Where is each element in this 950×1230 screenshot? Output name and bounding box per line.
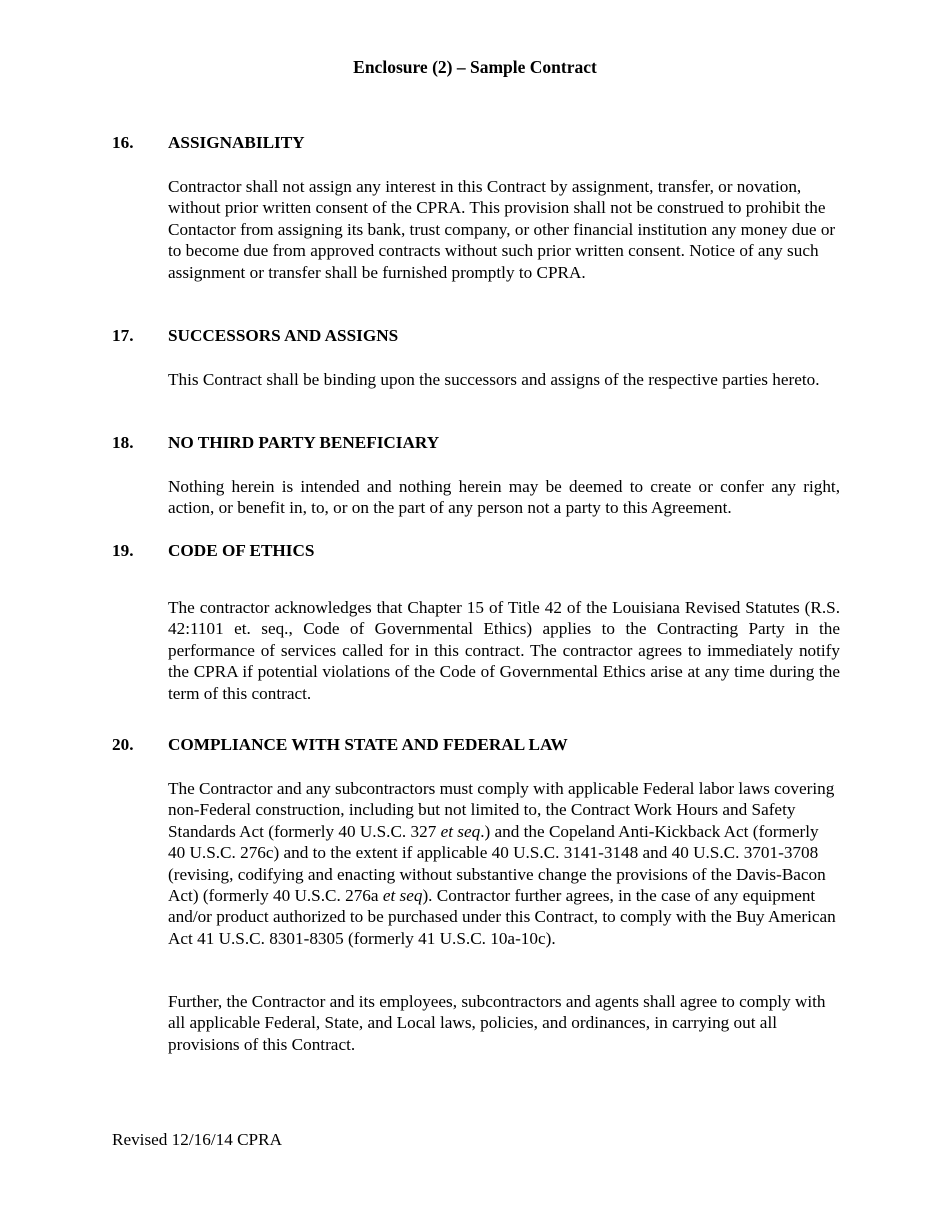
page-header: Enclosure (2) – Sample Contract: [353, 57, 597, 77]
section-17-title: SUCCESSORS AND ASSIGNS: [168, 326, 399, 345]
paragraph-text: ). Contractor further agrees, in the case of any equipment and/or product authorized to be purchased under this Contract, to comply with the Buy American Act 41 U.S.C. 8301-8305 (formerly 41 U.S.C. 10a-10c).: [168, 886, 836, 948]
italic-et-seq: et seq: [440, 821, 481, 841]
section-20-paragraph-1: [168, 778, 840, 949]
section-18-number: 18.: [112, 433, 134, 452]
section-20-title: COMPLIANCE WITH STATE AND FEDERAL LAW: [168, 735, 568, 754]
section-16-title: ASSIGNABILITY: [168, 133, 305, 152]
paragraph-text: The Contractor and any subcontractors must comply with applicable Federal labor laws covering non-Federal construction, including but not limited to, the Contract Work Hours and Safety Standards Act (formerly 40 U.S.C. 327: [168, 779, 835, 841]
section-19-number: 19.: [112, 541, 134, 560]
section-18-title: NO THIRD PARTY BENEFICIARY: [168, 433, 440, 452]
section-20-number: 20.: [112, 735, 134, 754]
italic-et-seq: et seq: [382, 886, 423, 906]
section-19-title: CODE OF ETHICS: [168, 541, 315, 560]
section-17-number: 17.: [112, 326, 134, 345]
section-20-paragraph-2: Further, the Contractor and its employees, subcontractors and agents shall agree to comply with all applicable Federal, State, and Local laws, policies, and ordinances, in carrying out all provisions of this Contract.: [168, 992, 826, 1054]
paragraph-text: .) and the Copeland Anti-Kickback Act (formerly 40 U.S.C. 276c) and to the extent if applicable 40 U.S.C. 3141-3148 and 40 U.S.C. 3701-3708 (revising, codifying and enacting without substantive change the provisions of the Davis-Bacon Act) (formerly 40 U.S.C. 276a: [168, 821, 826, 906]
section-17-paragraph: This Contract shall be binding upon the successors and assigns of the respective parties hereto.: [168, 370, 820, 389]
section-19-paragraph: The contractor acknowledges that Chapter 15 of Title 42 of the Louisiana Revised Statutes (R.S. 42:1101 et. seq., Code of Governmental Ethics) applies to the Contracting Party in the performance of services called for in this contract. The contractor agrees to immediately notify the CPRA if potential violations of the Code of Governmental Ethics arise at any time during the term of this contract.: [168, 598, 840, 703]
section-16-paragraph: Contractor shall not assign any interest in this Contract by assignment, transfer, or novation, without prior written consent of the CPRA. This provision shall not be construed to prohibit the Contactor from assigning its bank, trust company, or other financial institution any money due or to become due from approved contracts without such prior written consent. Notice of any such assignment or transfer shall be furnished promptly to CPRA.: [168, 177, 836, 282]
revision-footer: Revised 12/16/14 CPRA: [112, 1130, 282, 1149]
section-18-paragraph: Nothing herein is intended and nothing herein may be deemed to create or confer any right, action, or benefit in, to, or on the part of any person not a party to this Agreement.: [168, 477, 840, 518]
section-16-number: 16.: [112, 133, 134, 152]
